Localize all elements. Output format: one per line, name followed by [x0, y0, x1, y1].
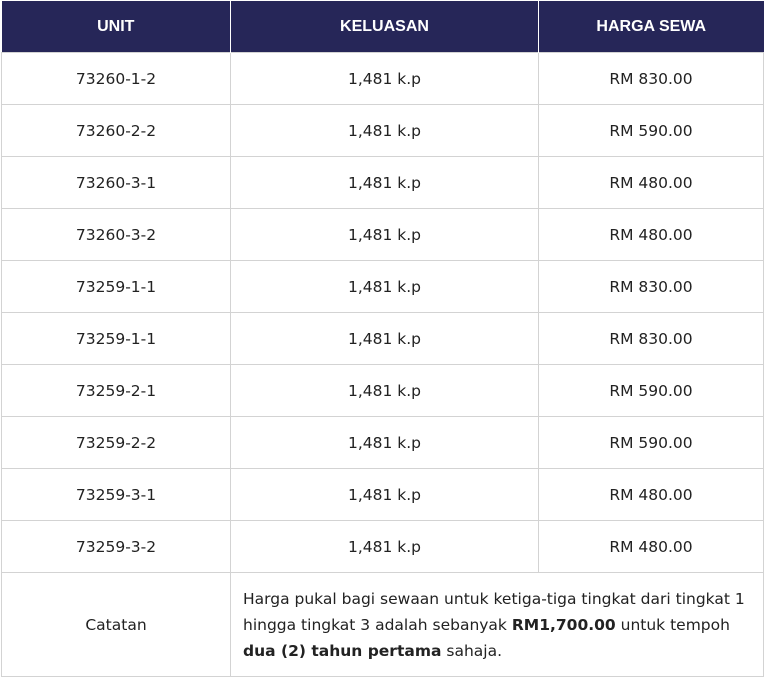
cell-unit: 73259-2-2 [2, 417, 231, 469]
header-row [2, 1, 764, 53]
note-text-part1: Harga pukal bagi sewaan untuk ketiga-tiga tingkat dari tingkat 1 hingga tingkat 3 adalah sebanyak [243, 589, 745, 634]
cell-unit: 73259-1-1 [2, 261, 231, 313]
cell-area: 1,481 k.p [231, 105, 539, 157]
cell-area: 1,481 k.p [231, 521, 539, 573]
table-row [2, 157, 764, 209]
note-bold-period: dua (2) tahun pertama [243, 641, 442, 660]
header-price: HARGA SEWA [539, 1, 764, 53]
table-row [2, 53, 764, 105]
cell-unit: 73260-2-2 [2, 105, 231, 157]
cell-price: RM 830.00 [539, 53, 764, 105]
table-row [2, 365, 764, 417]
table-header [2, 1, 764, 53]
cell-price: RM 590.00 [539, 417, 764, 469]
header-area: KELUASAN [231, 1, 539, 53]
table-row [2, 521, 764, 573]
cell-unit: 73259-3-2 [2, 521, 231, 573]
cell-area: 1,481 k.p [231, 209, 539, 261]
table-row [2, 209, 764, 261]
cell-price: RM 590.00 [539, 105, 764, 157]
note-text [231, 573, 764, 677]
table-row [2, 313, 764, 365]
cell-area: 1,481 k.p [231, 157, 539, 209]
note-bold-amount: RM1,700.00 [511, 615, 616, 634]
cell-unit: 73259-3-1 [2, 469, 231, 521]
cell-price: RM 830.00 [539, 261, 764, 313]
table-row [2, 261, 764, 313]
cell-area: 1,481 k.p [231, 53, 539, 105]
note-row [2, 573, 764, 677]
table-body [2, 53, 764, 677]
cell-area: 1,481 k.p [231, 469, 539, 521]
cell-area: 1,481 k.p [231, 261, 539, 313]
table-row [2, 105, 764, 157]
cell-price: RM 480.00 [539, 209, 764, 261]
cell-price: RM 480.00 [539, 521, 764, 573]
note-label: Catatan [2, 573, 231, 677]
cell-unit: 73260-1-2 [2, 53, 231, 105]
header-unit: UNIT [2, 1, 231, 53]
cell-unit: 73259-1-1 [2, 313, 231, 365]
cell-area: 1,481 k.p [231, 365, 539, 417]
table-row [2, 417, 764, 469]
cell-price: RM 590.00 [539, 365, 764, 417]
rental-table [1, 1, 764, 677]
cell-price: RM 830.00 [539, 313, 764, 365]
cell-unit: 73260-3-1 [2, 157, 231, 209]
cell-price: RM 480.00 [539, 469, 764, 521]
table-row [2, 469, 764, 521]
cell-area: 1,481 k.p [231, 417, 539, 469]
note-text-part2: untuk tempoh [615, 615, 730, 634]
cell-unit: 73259-2-1 [2, 365, 231, 417]
cell-unit: 73260-3-2 [2, 209, 231, 261]
cell-price: RM 480.00 [539, 157, 764, 209]
note-text-part3: sahaja. [441, 641, 502, 660]
cell-area: 1,481 k.p [231, 313, 539, 365]
